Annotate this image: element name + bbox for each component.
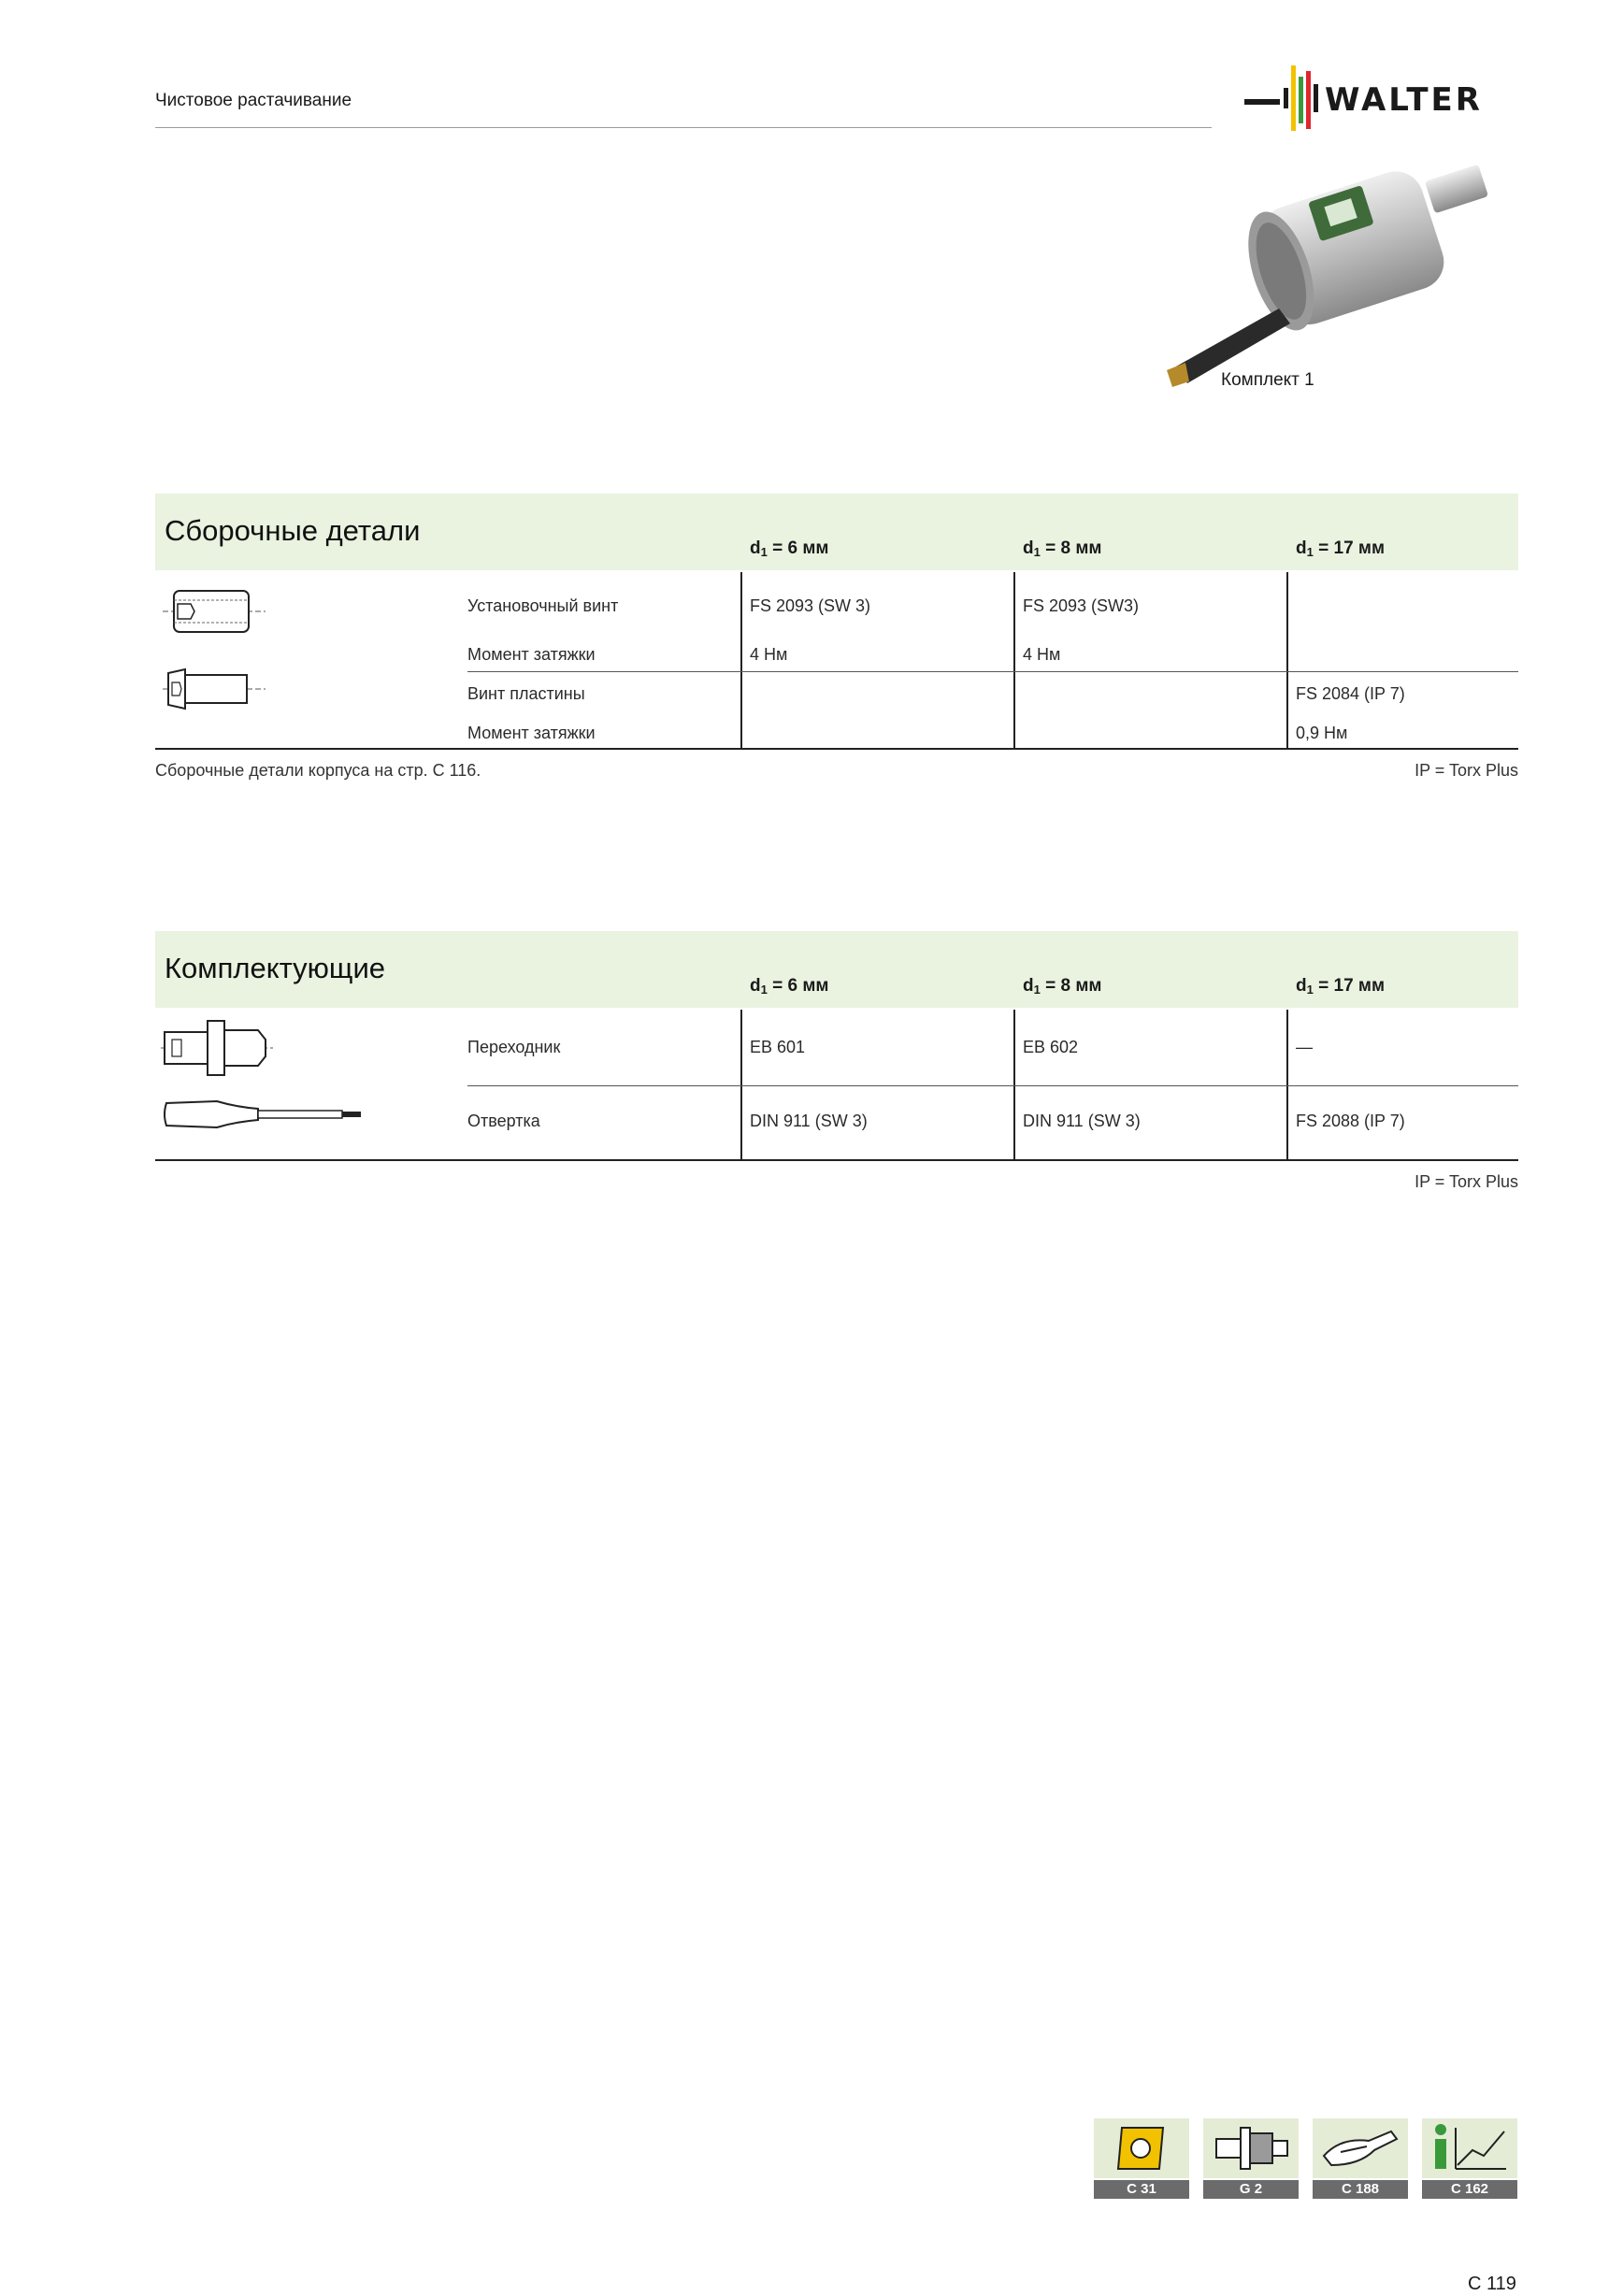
assembly-row-4-label: Момент затяжки (467, 724, 596, 742)
accessories-bottom-rule (155, 1159, 1518, 1161)
nav-tile-label: C 162 (1422, 2180, 1517, 2199)
nav-tile-info[interactable] (1422, 2118, 1517, 2199)
assembly-row-4-c3: 0,9 Нм (1296, 724, 1348, 742)
walter-logo (1239, 60, 1519, 135)
nav-tile-label: G 2 (1203, 2180, 1299, 2199)
header-rule (155, 127, 1212, 128)
set-screw-icon (163, 585, 266, 638)
assembly-row-1-c1: FS 2093 (SW 3) (750, 596, 871, 615)
assembly-vline-1 (740, 572, 742, 750)
accessories-row-1-label: Переходник (467, 1038, 561, 1056)
info-chart-icon (1422, 2118, 1517, 2178)
accessories-row-1-c1: EB 601 (750, 1038, 806, 1056)
nav-tile-label: C 188 (1313, 2180, 1408, 2199)
accessories-col-1: $d_1 = 6$ мм (750, 976, 829, 997)
svg-text:WALTER: WALTER (1325, 81, 1483, 119)
insert-screw-icon (163, 666, 266, 712)
accessories-legend: IP = Torx Plus (1415, 1172, 1518, 1191)
adaptor-icon (161, 1017, 273, 1079)
page-number: C 119 (1468, 2274, 1516, 2294)
accessories-row-1-c3: — (1296, 1038, 1313, 1056)
accessories-row-2-label: Отвертка (467, 1112, 540, 1130)
accessories-row-divider (467, 1085, 1518, 1086)
assembly-title: Сборочные детали (165, 514, 421, 547)
assembly-row-3-c3: FS 2084 (IP 7) (1296, 684, 1405, 703)
photo-caption: Комплект 1 (1221, 370, 1314, 390)
assembly-row-1-c2: FS 2093 (SW3) (1023, 596, 1140, 615)
nav-tile-handling[interactable] (1313, 2118, 1408, 2199)
accessories-row-2-c3: FS 2088 (IP 7) (1296, 1112, 1405, 1130)
accessories-title: Комплектующие (165, 952, 385, 984)
assembly-row-2-c1: 4 Нм (750, 645, 788, 664)
assembly-row-2-c2: 4 Нм (1023, 645, 1061, 664)
adaptor-icon (1203, 2118, 1299, 2178)
screwdriver-icon (161, 1094, 366, 1135)
nav-tile-inserts[interactable] (1094, 2118, 1189, 2199)
assembly-row-2-label: Момент затяжки (467, 645, 596, 664)
assembly-row-3-label: Винт пластины (467, 684, 585, 703)
hand-wrench-icon (1313, 2118, 1408, 2178)
nav-tile-adaptors[interactable] (1203, 2118, 1299, 2199)
accessories-col-3: $d_1 = 17$ мм (1296, 976, 1386, 997)
running-header: Чистовое растачивание (155, 91, 352, 110)
accessories-row-1-c2: EB 602 (1023, 1038, 1079, 1056)
assembly-col-3: $d_1 = 17$ мм (1296, 538, 1386, 559)
accessories-row-2-c2: DIN 911 (SW 3) (1023, 1112, 1141, 1130)
assembly-row-divider (467, 671, 1518, 672)
assembly-bottom-rule (155, 748, 1518, 750)
insert-icon (1094, 2118, 1189, 2178)
accessories-col-2: $d_1 = 8$ мм (1023, 976, 1102, 997)
accessories-row-2-c1: DIN 911 (SW 3) (750, 1112, 868, 1130)
assembly-legend: IP = Torx Plus (1415, 761, 1518, 780)
boring-head-photo (1148, 150, 1522, 393)
assembly-vline-2 (1013, 572, 1015, 750)
assembly-row-1-label: Установочный винт (467, 596, 619, 615)
nav-tile-label: C 31 (1094, 2180, 1189, 2199)
assembly-col-1: $d_1 = 6$ мм (750, 538, 829, 559)
assembly-note: Сборочные детали корпуса на стр. C 116. (155, 761, 481, 780)
assembly-col-2: $d_1 = 8$ мм (1023, 538, 1102, 559)
assembly-vline-3 (1286, 572, 1288, 750)
